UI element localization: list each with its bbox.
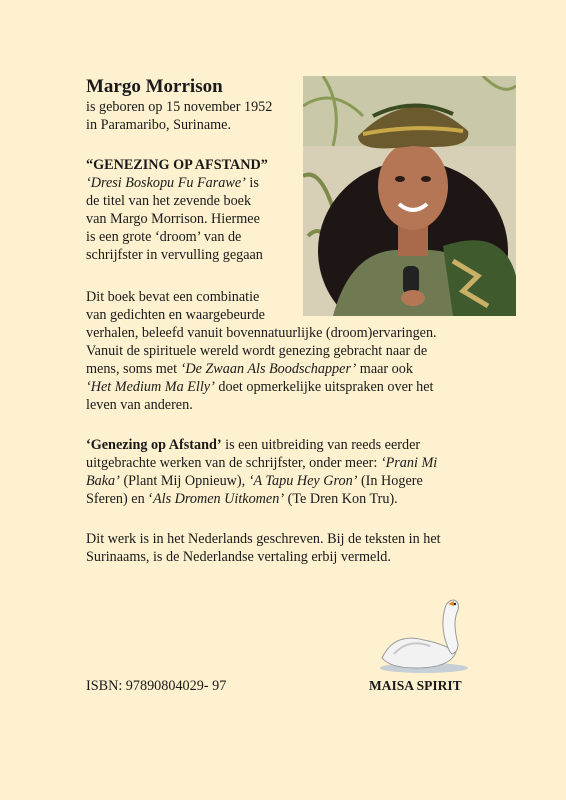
- title-a-tapu-hey-gron: ‘A Tapu Hey Gron’: [248, 473, 358, 489]
- paragraph3-line-4-start: Sferen) en ‘: [86, 491, 153, 507]
- paragraph2-line-5: [86, 360, 413, 378]
- paragraph3-line-2: [86, 454, 437, 472]
- paragraph3-line-4-end: (Te Dren Kon Tru).: [284, 491, 398, 507]
- paragraph2-line-6: [86, 378, 433, 396]
- author-bio-line-1: is geboren op 15 november 1952: [86, 99, 273, 115]
- paragraph4-line-2: Surinaams, is de Nederlandse vertaling erbij vermeld.: [86, 549, 391, 565]
- paragraph2-line-5-start: mens, soms met: [86, 361, 181, 377]
- book-title-heading: “GENEZING OP AFSTAND”: [86, 157, 268, 173]
- title-prani-mi-part1: ‘Prani Mi: [380, 455, 438, 471]
- paragraph2-line-5-end: maar ook: [356, 361, 413, 377]
- swan-logo: [372, 592, 476, 674]
- paragraph3-line-4: [86, 490, 398, 508]
- paragraph3-line-3: [86, 472, 423, 490]
- title-genezing-op-afstand: ‘Genezing op Afstand’: [86, 437, 222, 453]
- paragraph3-line-3-mid: (Plant Mij Opnieuw),: [119, 473, 249, 489]
- title-prani-mi-part2: Baka’: [86, 473, 120, 489]
- paragraph3-line-3-end: (In Hogere: [357, 473, 423, 489]
- title-de-zwaan: ‘De Zwaan Als Boodschapper’: [180, 361, 357, 377]
- paragraph2-line-7: leven van anderen.: [86, 397, 193, 413]
- paragraph2-line-2: van gedichten en waargebeurde: [86, 307, 265, 323]
- title-als-dromen-uitkomen: Als Dromen Uitkomen’: [152, 491, 285, 507]
- author-name: Margo Morrison: [86, 76, 223, 97]
- intro-line-5: schrijfster in vervulling gegaan: [86, 247, 263, 263]
- intro-line-1-rest: is: [245, 175, 259, 191]
- publisher-name: MAISA SPIRIT: [369, 678, 462, 693]
- intro-book-title: Dresi Boskopu Fu Farawe’: [90, 175, 246, 191]
- intro-line-2: de titel van het zevende boek: [86, 193, 252, 209]
- paragraph2-line-4: Vanuit de spirituele wereld wordt genezing gebracht naar de: [86, 343, 428, 359]
- intro-line-4: is een grote ‘droom’ van de: [86, 229, 242, 245]
- paragraph3-line-1-rest: is een uitbreiding van reeds eerder: [221, 437, 421, 453]
- intro-line-3: van Margo Morrison. Hiermee: [86, 211, 260, 227]
- intro-open-quote: ‘: [86, 175, 91, 191]
- paragraph3-line-2-start: uitgebrachte werken van de schrijfster, onder meer:: [86, 455, 381, 471]
- paragraph2-line-1: Dit boek bevat een combinatie: [86, 289, 260, 305]
- paragraph3-line-1: [86, 436, 420, 454]
- author-portrait-illustration: [303, 76, 516, 316]
- paragraph4-line-1: Dit werk is in het Nederlands geschreven. Bij de teksten in het: [86, 531, 441, 547]
- title-het-medium: ‘Het Medium Ma Elly’: [86, 379, 215, 395]
- paragraph2-line-6-end: doet opmerkelijke uitspraken over het: [214, 379, 434, 395]
- author-bio-line-2: in Paramaribo, Suriname.: [86, 117, 231, 133]
- author-photo: [303, 76, 516, 316]
- swan-icon: [372, 592, 476, 674]
- paragraph2-line-3: verhalen, beleefd vanuit bovennatuurlijke (droom)ervaringen.: [86, 325, 437, 341]
- isbn: ISBN: 97890804029- 97: [86, 678, 227, 694]
- intro-line-1: [86, 174, 259, 192]
